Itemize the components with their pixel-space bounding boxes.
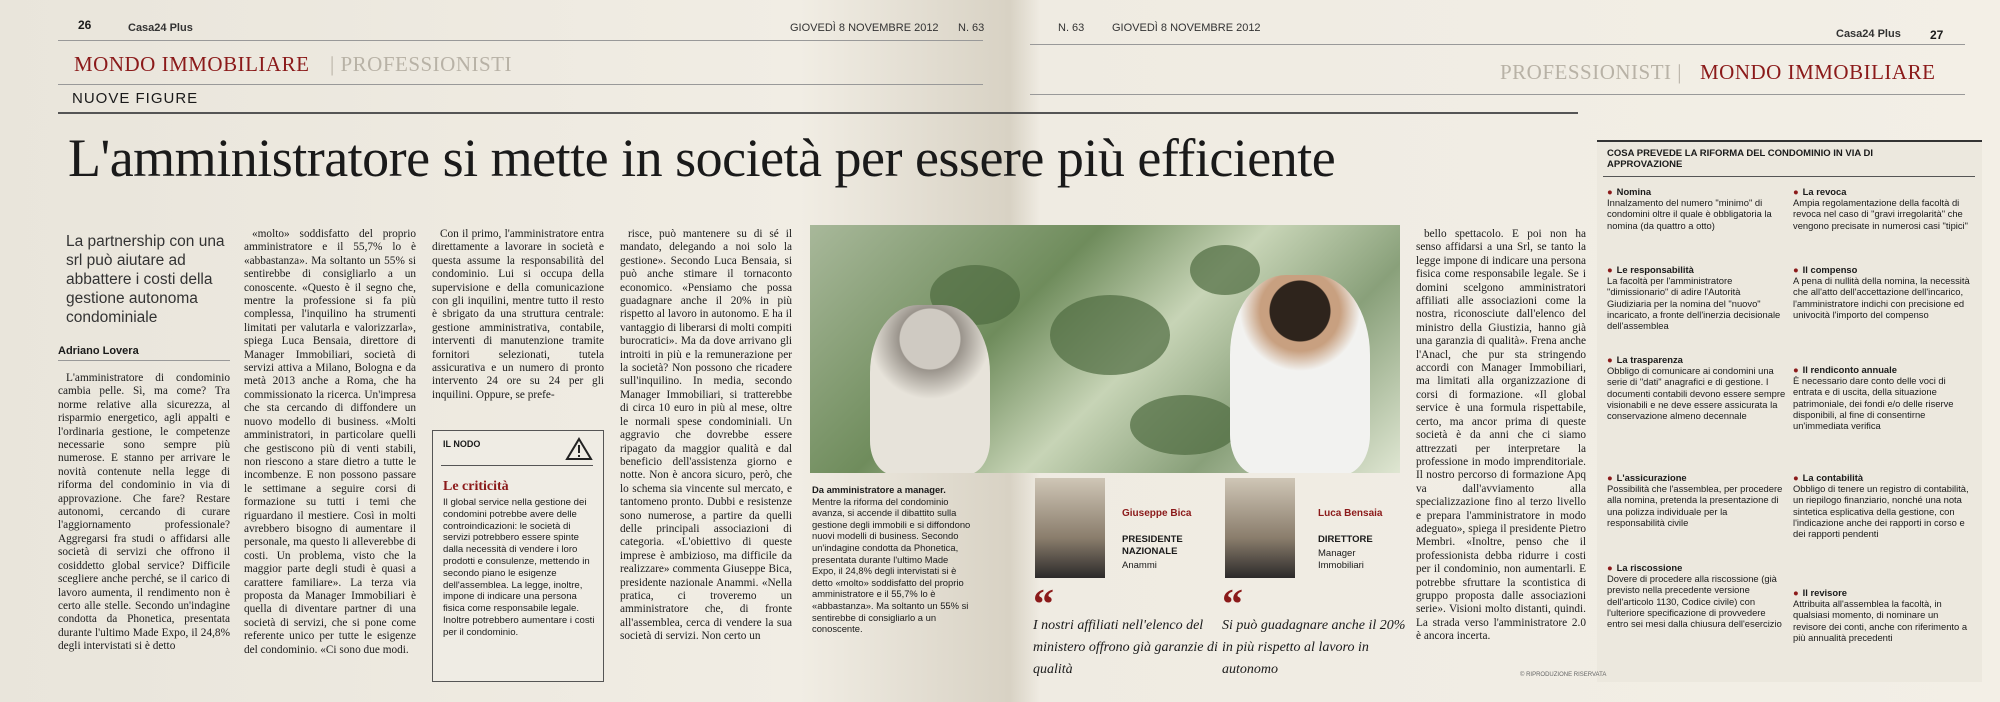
article-photo	[810, 225, 1400, 473]
man-grey-hair	[870, 305, 990, 473]
pull-quote: Si può guadagnare anche il 20% in più rispetto al lavoro in autonomo	[1222, 618, 1406, 677]
section-rule-left	[58, 84, 983, 85]
man-dark-hair	[1230, 275, 1370, 473]
caption-title: Da amministratore a manager.	[812, 484, 946, 495]
nodo-box	[432, 430, 604, 682]
warning-triangle-icon	[565, 437, 593, 461]
article-kicker: NUOVE FIGURE	[72, 90, 199, 107]
map-tree-cluster	[1050, 295, 1170, 375]
issue-left: N. 63	[958, 22, 985, 34]
sidebox-item: ● La contabilità Obbligo di tenere un registro di contabilità, un riepilogo finanziario, nonché una nota sintetica esplicativa della gestione, con l'indicazione anche dei rapporti in corso e dei rapporti pendenti	[1793, 472, 1969, 540]
person-org: Anammi	[1122, 560, 1157, 571]
quote-mark-icon: “	[1222, 582, 1243, 628]
subsection-right: PROFESSIONISTI |	[1500, 60, 1683, 84]
sidebox-item: ● Il rendiconto annuale È necessario dare conto delle voci di entrata e di uscita, della situazione patrimoniale, dei fondi e/o delle riserve disponibili, al fine di consentirne un'immediata verifica	[1793, 364, 1954, 432]
byline-rule	[58, 360, 230, 361]
person-org: Manager Immobiliari	[1318, 548, 1364, 571]
nodo-body: Il global service nella gestione dei condomini potrebbe avere delle controindicazioni: le società di servizi potrebbero essere spinte dalla necessità di vendere i loro prodotti e consulenze, mettendo in secondo piano le esigenze dell'assemblea. La legge, inoltre, impone di indicare una persona fisica come responsabile legale. Inoltre potrebbero aumentare i costi per il condominio.	[443, 497, 595, 638]
map-tree-cluster	[1190, 245, 1260, 295]
article-column-5: bello spettacolo. E poi non ha senso affidarsi a una Srl, se tanto la legge impone di indicare una persona fisica come responsabile legale. Se i domini scelgono amministratori affiliati alle associazioni come la nostra, riconosciute dall'elenco del ministro della Giustizia, hanno già una garanzia di qualità». Frena anche l'Anacl, che pur sta stringendo accordi con Manager Immobiliari, ma limitati alla organizzazione di corsi di formazione. «Il global service è una formula rispettabile, certo, ma ancor prima di queste società è da anni che ci siamo attrezzati per interpretare la professione in modo imprenditoriale. Il nostro percorso di formazione Apq va dall'avviamento alla specializzazione fino al terzo livello e prepara l'amministratore in modo adeguato», spiega il presidente Pietro Membri. «Inoltre, penso che il professionista debba ridurre i costi per il condominio, non aumentarli. E potrebbe sfruttare la scontistica di gruppo proposta dalle associazioni serie». Visioni molto distanti, quindi. La strada verso l'amministratore 2.0 è ancora incerta.	[1416, 228, 1586, 643]
caption-body: Mentre la riforma del condominio avanza, si accende il dibattito sulla gestione degli immobili e si diffondono nuovi modelli di business. Secondo un'indagine condotta da Phonetica, presentata durante l'ultimo Made Expo, il 24,8% degli intervistati si è detto «molto» soddisfatto del proprio amministratore e il 55,7% lo è «abbastanza». Ma soltanto un 55% si sentirebbe di consigliarlo a un conoscente.	[812, 495, 971, 635]
sidebox-item: ● La riscossione Dovere di procedere alla riscossione (già previsto nella precedente versione dell'articolo 1130, Codice civile) con l'ulteriore specificazione di provvedere entro sei mesi dalla chiusura dell'esercizio	[1607, 562, 1782, 630]
header-rule-right	[1030, 44, 1965, 45]
page-number-right: 27	[1930, 28, 1944, 42]
person-name: Giuseppe Bica	[1122, 508, 1192, 519]
portrait-luca-bensaia	[1225, 478, 1295, 578]
sidebox-item: ● La revoca Ampia regolamentazione della facoltà di revoca nel caso di "gravi irregolarità" che vengono precisate in numerosi casi "tipici"	[1793, 186, 1968, 231]
brand-left: Casa24 Plus	[128, 22, 193, 34]
article-headline: L'amministratore si mette in società per essere più efficiente	[68, 128, 1336, 188]
sidebox-rule	[1603, 176, 1975, 177]
sidebox-item: ● Il revisore Attribuita all'assemblea la facoltà, in qualsiasi momento, di nominare un revisore dei conti, anche con riferimento a più annualità precedenti	[1793, 587, 1968, 643]
article-column-4: risce, può mantenere su di sé il mandato, delegando a noi solo la gestione». Secondo Luca Bensaia, si può anche stimare il tornaconto economico. «Pensiamo che possa guadagnare anche il 20% in più rispetto al lavoro in autonomo. E ha il vantaggio di liberarsi di molti compiti burocratici». Ma da dove arrivano gli introiti in più e la remunerazione per la società? Non possono che ricadere sull'inquilino. In media, secondo Manager Immobiliari, si tratterebbe di circa 10 euro in più al mese, oltre le normali spese condominiali. Un aggravio che dovrebbe essere ripagato da maggior qualità e dal beneficio dell'assistenza giorno e notte. Non è ancora sicuro, però, che lo schema sia vincente sul mercato, e tantomeno pronto. Dubbi e resistenze sono numerose, a partire da quelli delle principali associazioni di categoria. «L'obiettivo di queste imprese è ambizioso, ma difficile da realizzare» commenta Giuseppe Bica, presidente nazionale Anammi. «Nella pratica, ci troveremo un amministratore che, di fronte all'assemblea, cerca di vendere la sua società di servizi. Non certo un	[620, 228, 792, 643]
pull-quote: I nostri affiliati nell'elenco del ministero offrono già garanzie di qualità	[1033, 618, 1218, 677]
photo-caption	[812, 484, 972, 635]
date-left: GIOVEDÌ 8 NOVEMBRE 2012	[790, 22, 939, 34]
issue-right: N. 63	[1058, 22, 1085, 34]
sidebox-item: ● La trasparenza Obbligo di comunicare ai condomini una serie di "dati" anagrafici e di gestione. I documenti contabili devono essere sempre visionabili e ne deve essere assicurata la conservazione almeno decennale	[1607, 354, 1786, 422]
reform-sidebox	[1597, 140, 1982, 682]
article-column-1: L'amministratore di condominio cambia pelle. Sì, ma come? Tra norme relative alla sicurezza, al risparmio energetico, agli appalti e l'ordinaria gestione, le competenze necessarie sono sempre più numerose. E stanno per arrivare le novità contenute nella legge di riforma del condominio in via di approvazione. Che fare? Restare autonomi, cercando di curare l'aggiornamento professionale? Aggregarsi fra studi o affidarsi alle società di servizi che offrono il cosiddetto global service? Difficile scegliere anche perché, se il carico di lavoro aumenta, il rendimento non è certo alle stelle. Secondo un'indagine condotta da Phonetica, presentata durante l'ultimo Made Expo, il 24,8% degli intervistati si è detto	[58, 372, 230, 653]
nodo-rule	[441, 465, 593, 466]
date-right: GIOVEDÌ 8 NOVEMBRE 2012	[1112, 22, 1261, 34]
person-role: DIRETTORE	[1318, 534, 1373, 545]
sidebox-item: ● Nomina Innalzamento del numero "minimo" di condomini oltre il quale è obbligatoria la nomina (da quattro a otto)	[1607, 186, 1772, 231]
subsection-left: | PROFESSIONISTI	[330, 52, 513, 76]
section-right: MONDO IMMOBILIARE	[1700, 60, 1936, 84]
map-tree-cluster	[1130, 395, 1240, 455]
page-number-left: 26	[78, 18, 92, 32]
section-rule-right	[1030, 94, 1965, 95]
sidebox-item: ● Il compenso A pena di nullità della nomina, la necessità che all'atto dell'accettazione dell'incarico, l'amministratore indichi con precisione ed univocità l'importo del compenso	[1793, 264, 1970, 320]
article-subheadline: La partnership con una srl può aiutare ad abbattere i costi della gestione autonoma condominiale	[66, 233, 225, 326]
article-column-2: «molto» soddisfatto del proprio amministratore e il 55,7% lo è «abbastanza». Ma soltanto un 55% si sentirebbe di consigliarlo a un conoscente. «Questo è il segno che, mentre la professione si fa più complessa, l'inquilino ha strumenti limitati per valutarla e valorizzarla», spiega Luca Bensaia, direttore di Manager Immobiliari, società di servizi attiva a Milano, Bologna e da metà 2013 anche a Roma, che ha commissionato la ricerca. Un'impresa che sta cercando di diffondere un nuovo modello di business. «Molti amministratori, in particolare quelli che gestiscono più di venti stabili, non riescono a stare dietro a tutte le incombenze. E non possono passare le settimane a seguire corsi di formazione su tutti i temi che riguardano il mestiere. Così in molti avrebbero bisogno di aumentare il personale, ma questo li alleverebbe di costi. Un problema, visto che la maggior parte degli studi è quasi a carattere familiare». La terza via proposta da Manager Immobiliari è quella di diventare partner di una società di servizi, che si pone come referente unico per tutte le esigenze del condominio. «Ci sono due modi.	[244, 228, 416, 656]
sidebox-item: ● L'assicurazione Possibilità che l'assemblea, per procedere alla nomina, pretenda la presentazione di una polizza individuale per la responsabilità civile	[1607, 472, 1783, 528]
copyright-note: © RIPRODUZIONE RISERVATA	[1520, 672, 1607, 678]
article-column-3: Con il primo, l'amministratore entra direttamente a lavorare in società e questa assume la responsabilità del condominio. Lui si occupa della supervisione e della comunicazione con gli inquilini, mentre tutto il resto è sbrigato da una struttura centrale: gestione amministrativa, contabile, interventi di manutenzione tramite fornitori selezionati, tutela assicurativa e un numero di pronto intervento 24 ore su 24 per gli inquilini. Oppure, se prefe-	[432, 228, 604, 401]
sidebox-item: ● Le responsabilità La facoltà per l'amministratore "dimissionario" di adire l'Autorità Giudiziaria per la nomina del "nuovo" incaricato, a fronte dell'inerzia decisionale dell'assemblea	[1607, 264, 1781, 332]
portrait-giuseppe-bica	[1035, 478, 1105, 578]
header-rule-left	[58, 40, 983, 41]
nodo-label: IL NODO	[443, 439, 481, 449]
nodo-title: Le criticità	[443, 479, 509, 494]
person-name: Luca Bensaia	[1318, 508, 1383, 519]
section-left: MONDO IMMOBILIARE	[74, 52, 310, 76]
headline-rule	[58, 112, 1578, 114]
person-role: PRESIDENTE NAZIONALE	[1122, 534, 1183, 557]
brand-right: Casa24 Plus	[1836, 28, 1901, 40]
quote-mark-icon: “	[1033, 582, 1054, 628]
sidebox-title: COSA PREVEDE LA RIFORMA DEL CONDOMINIO IN VIA DI APPROVAZIONE	[1607, 148, 1874, 170]
article-byline: Adriano Lovera	[58, 345, 139, 357]
